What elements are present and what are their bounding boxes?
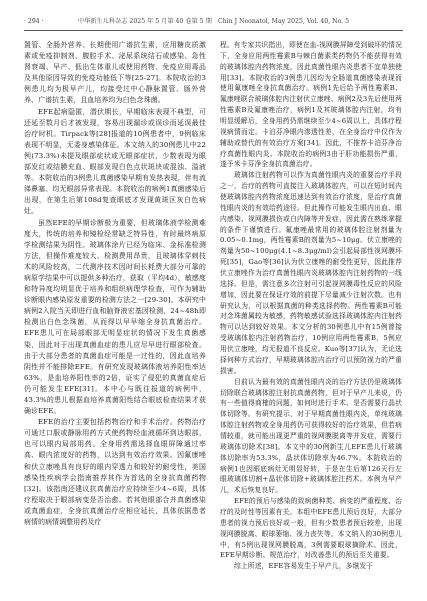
paragraph: 置管、全肠外营养、长期使用广谱抗生素，应用糖皮质激素或免疫抑制剂、腹腔手术、泌尿系统结石或感染、急性肾衰竭、早产、低出生体重儿或使用药物、免疫应用毒品及其他原因导致的免疫功能低下等[25-27]。本院收治的3例患儿均为极早产儿，均接受过中心静脉置管、肠外营养、广谱抗生素，且血培养均为白色念珠菌。 [24,41,206,105]
header-rule [24,30,403,31]
paragraph: EFE的治疗主要包括药物治疗和手术治疗。药物治疗可通过口服或静脉用药方式使药物经血液循环到达眼部，也可以眼内局部用药。全身用药需选择血眼屏障通过率高、眼内浓度好的药物，以达到有效治疗效果。因氟康唑和伏立康唑具有良好的眼内穿透力和较好的耐受性，美国感染性疾病学会指南推荐其作为首选的全身抗真菌药物[32]。该指南还建议抗真菌治疗应持续至少4~6周，具体疗程取决于眼部病变是否治愈。若其他眼部合并真菌感染或真菌血症，全身抗真菌治疗应相应延长，具体依据患者病情的病情调整用药及疗 [24,418,206,527]
paragraph: 程。有专家共识指出，即使在血-视网膜屏障受到破坏的情况下，全身应用两性霉素B与棘白菌素类药物仍不能获得有效的玻璃体腔内药物浓度，因此真菌性眼内炎患者不宜单独使用[33]。本院收治的3例患儿因均为全肠道真菌感染表现而使用氟康唑全身抗真菌治疗。病例1先后给予两性霉素B、氟康唑联合玻璃体腔内注射伏立康唑、病例2及3先后使用两性霉素B及氟康唑治疗，病例1及其玻璃体腔内注射，均有明显缓解后，全身用药仍需继续至少4~6周以上，具体疗程视病情而定。卡泊芬净眼内渗透性差，在全身治疗中仅作为辅助或替代的有效治疗方案[34]。因此，不推荐卡泊芬净治疗真菌性眼内炎。本院收治的病例3由于肝功能损伤严重，遂予米卡芬净全身抗真菌治疗。 [220,41,402,169]
page-number: · 294 · [24,18,44,25]
running-header [24,16,403,28]
paragraph: 目前认为最有效的真菌性眼内炎的治疗方法仍是玻璃体切除联合玻璃体腔注射抗真菌药物，但对于早产儿来说，仍有一些值得商榷的问题，如何时进行手术、是否需要行晶状体切除等。有研究提示，对于早期真菌性眼内炎，单纯玻璃体腔注射药物或全身用药仍可获得较好的治疗效果，但若病情较重，就可能出现更严重的视网膜脱离等并发症，需要行玻璃体切除术[38]。本文中的30例新生儿EFE患儿行玻璃体切除率为53.3%，晶状体切除率为46.7%。本院收治的病例1也因眼底病灶无明显好转，于是在生后第126天行左眼玻璃体切割+晶状体切除+玻璃体腔注药术。本例为早产儿，术后恢复良好。 [220,377,402,495]
right-column [220,40,402,572]
journal-title: 中华新生儿科杂志 2025 年 5 月第 40 卷第 5 期 Chin J Neonatol, May 2025, Vol. 40, No. 5 [77,18,350,25]
paragraph: 虽然EFE的早期诊断极为重要，但玻璃体液学检测难度大，传统的培养和镜检经常缺乏特异性，有时最终病原学检测结果为阴性。玻璃体涂片已经为临床、金标准检测方法，但操作难度较大、检测费用昂贵，且玻璃体穿刺技术的风险较高，二代测序技术因时间长耗费大部分可靠的病原学结果中可以提供多种治疗，获取（平均4d），敏感度和特异度均明显优于培养和组织病理学检查，可作为辅助诊断眼内感染原发重要的检测方法之一[29-30]。本研究中病例2入院当天即进行血和脑脊液宏基因检测，24~48h即检测出白色念珠菌，从而得以早早缩全身抗真菌治疗。EFE患儿可在局部眼部无明显症状的情况下发生真菌感染，因此对于出现真菌血症的患儿应尽早进行眼部检查。由于大部分患者的真菌血症可能是一过性的，因此血培养阴性并不能排除EFE。有研究发现玻璃体液培养阳性率达63%，是血培养阳性率的2倍，证实了侵犯的真菌血症后仍可能发生EFE[31]。本中心与既往报道的病例中，43.3%的患儿根据血培养真菌阳性结合眼底检查结果才获确诊EFE。 [24,218,206,416]
left-column [24,40,206,528]
paragraph: EFE起病隐匿，潜伏期长，早期临床表现不典型，可还延至数月后才被发现，容易出现漏诊或误诊而延误最佳治疗时机。Tirpack等[28]报道的10例患者中，9例临床表现不明显，无委身感染体征。本文纳入的30例患儿中22例(73.3%)未提及眼部症状或无眼部症状，少数表现为眼部发红或结膜充血、眼部发现白色点状斑块或混浊、溢液等。本院收治的3例患儿真菌感染早期有发热表现，伴有流涕鼻塞、均无眼部异常表现。本院收治的病例1真菌感染后出现，在第生后第108d复查眼底才发现黄斑区灰白色病灶。 [24,107,206,216]
paragraph: 玻璃体注射药物可以作为真菌性眼内炎的重要治疗手段之一，治疗的药物可直接注入玻璃体腔内，可以在短时间内使玻璃体腔内药物浓度迅速达到有效治疗浓度，是治疗真菌性眼内炎的有效给药途径。但此操作可能发生眼内出血、眼内感染、视网膜损伤或白内障等并发症，因此需在熟练掌握的条件下谨慎进行。氟康唑最常用的玻璃体腔注射剂量为0.05~0.1mg，两性霉素B的剂量为5~10μg。伏立康唑的剂量为50~100μg(4.1~8.3μg/ml)会引起局部性视网膜坏死[35]，Gao等[36]认为伏立康唑的耐受性更好，因此推荐伏立康唑作为治疗真菌性眼内炎玻璃体腔内注射药物的一线选择。但是，需注意多次注射可引起视网膜毒性反应的风险增加，因此要在保证疗效的前提下尽量减少注射次数。也有研究认为，可以根据真菌的种类选择药物。两性霉素B可能对念珠菌属较为敏感，药物敏感试验选择玻璃体腔内注射药物可以达到较好效果。本文分析的30例患儿中有15例曾接受玻璃体腔内注射药物治疗，10例应用两性霉素B，5例应用伏立康唑，均无报道不良反应。Kuo等[37]认为，无论选择何种方式治疗，早期玻璃体腔内治疗可以预防视力的严重损害。 [220,171,402,375]
paragraph: EFE的预后与感染的致病菌种类、病变的严重程度、治疗的及时性等因素有关。本组中EFE患儿预后良好，大部分患者的视力预后良好或一般，但有少数患者预后较差，出现视网膜脱离、眼球萎缩、视力丧失等。本文纳入的30例患儿中，有5例出现视网膜脱离，3例需要眼球摘除术。因此，EFE早期诊断、规范治疗，对改善患儿的预后至关重要。 [220,497,402,560]
paragraph: 综上所述，EFE容易发生于早产儿，多继发于 [234,562,374,571]
